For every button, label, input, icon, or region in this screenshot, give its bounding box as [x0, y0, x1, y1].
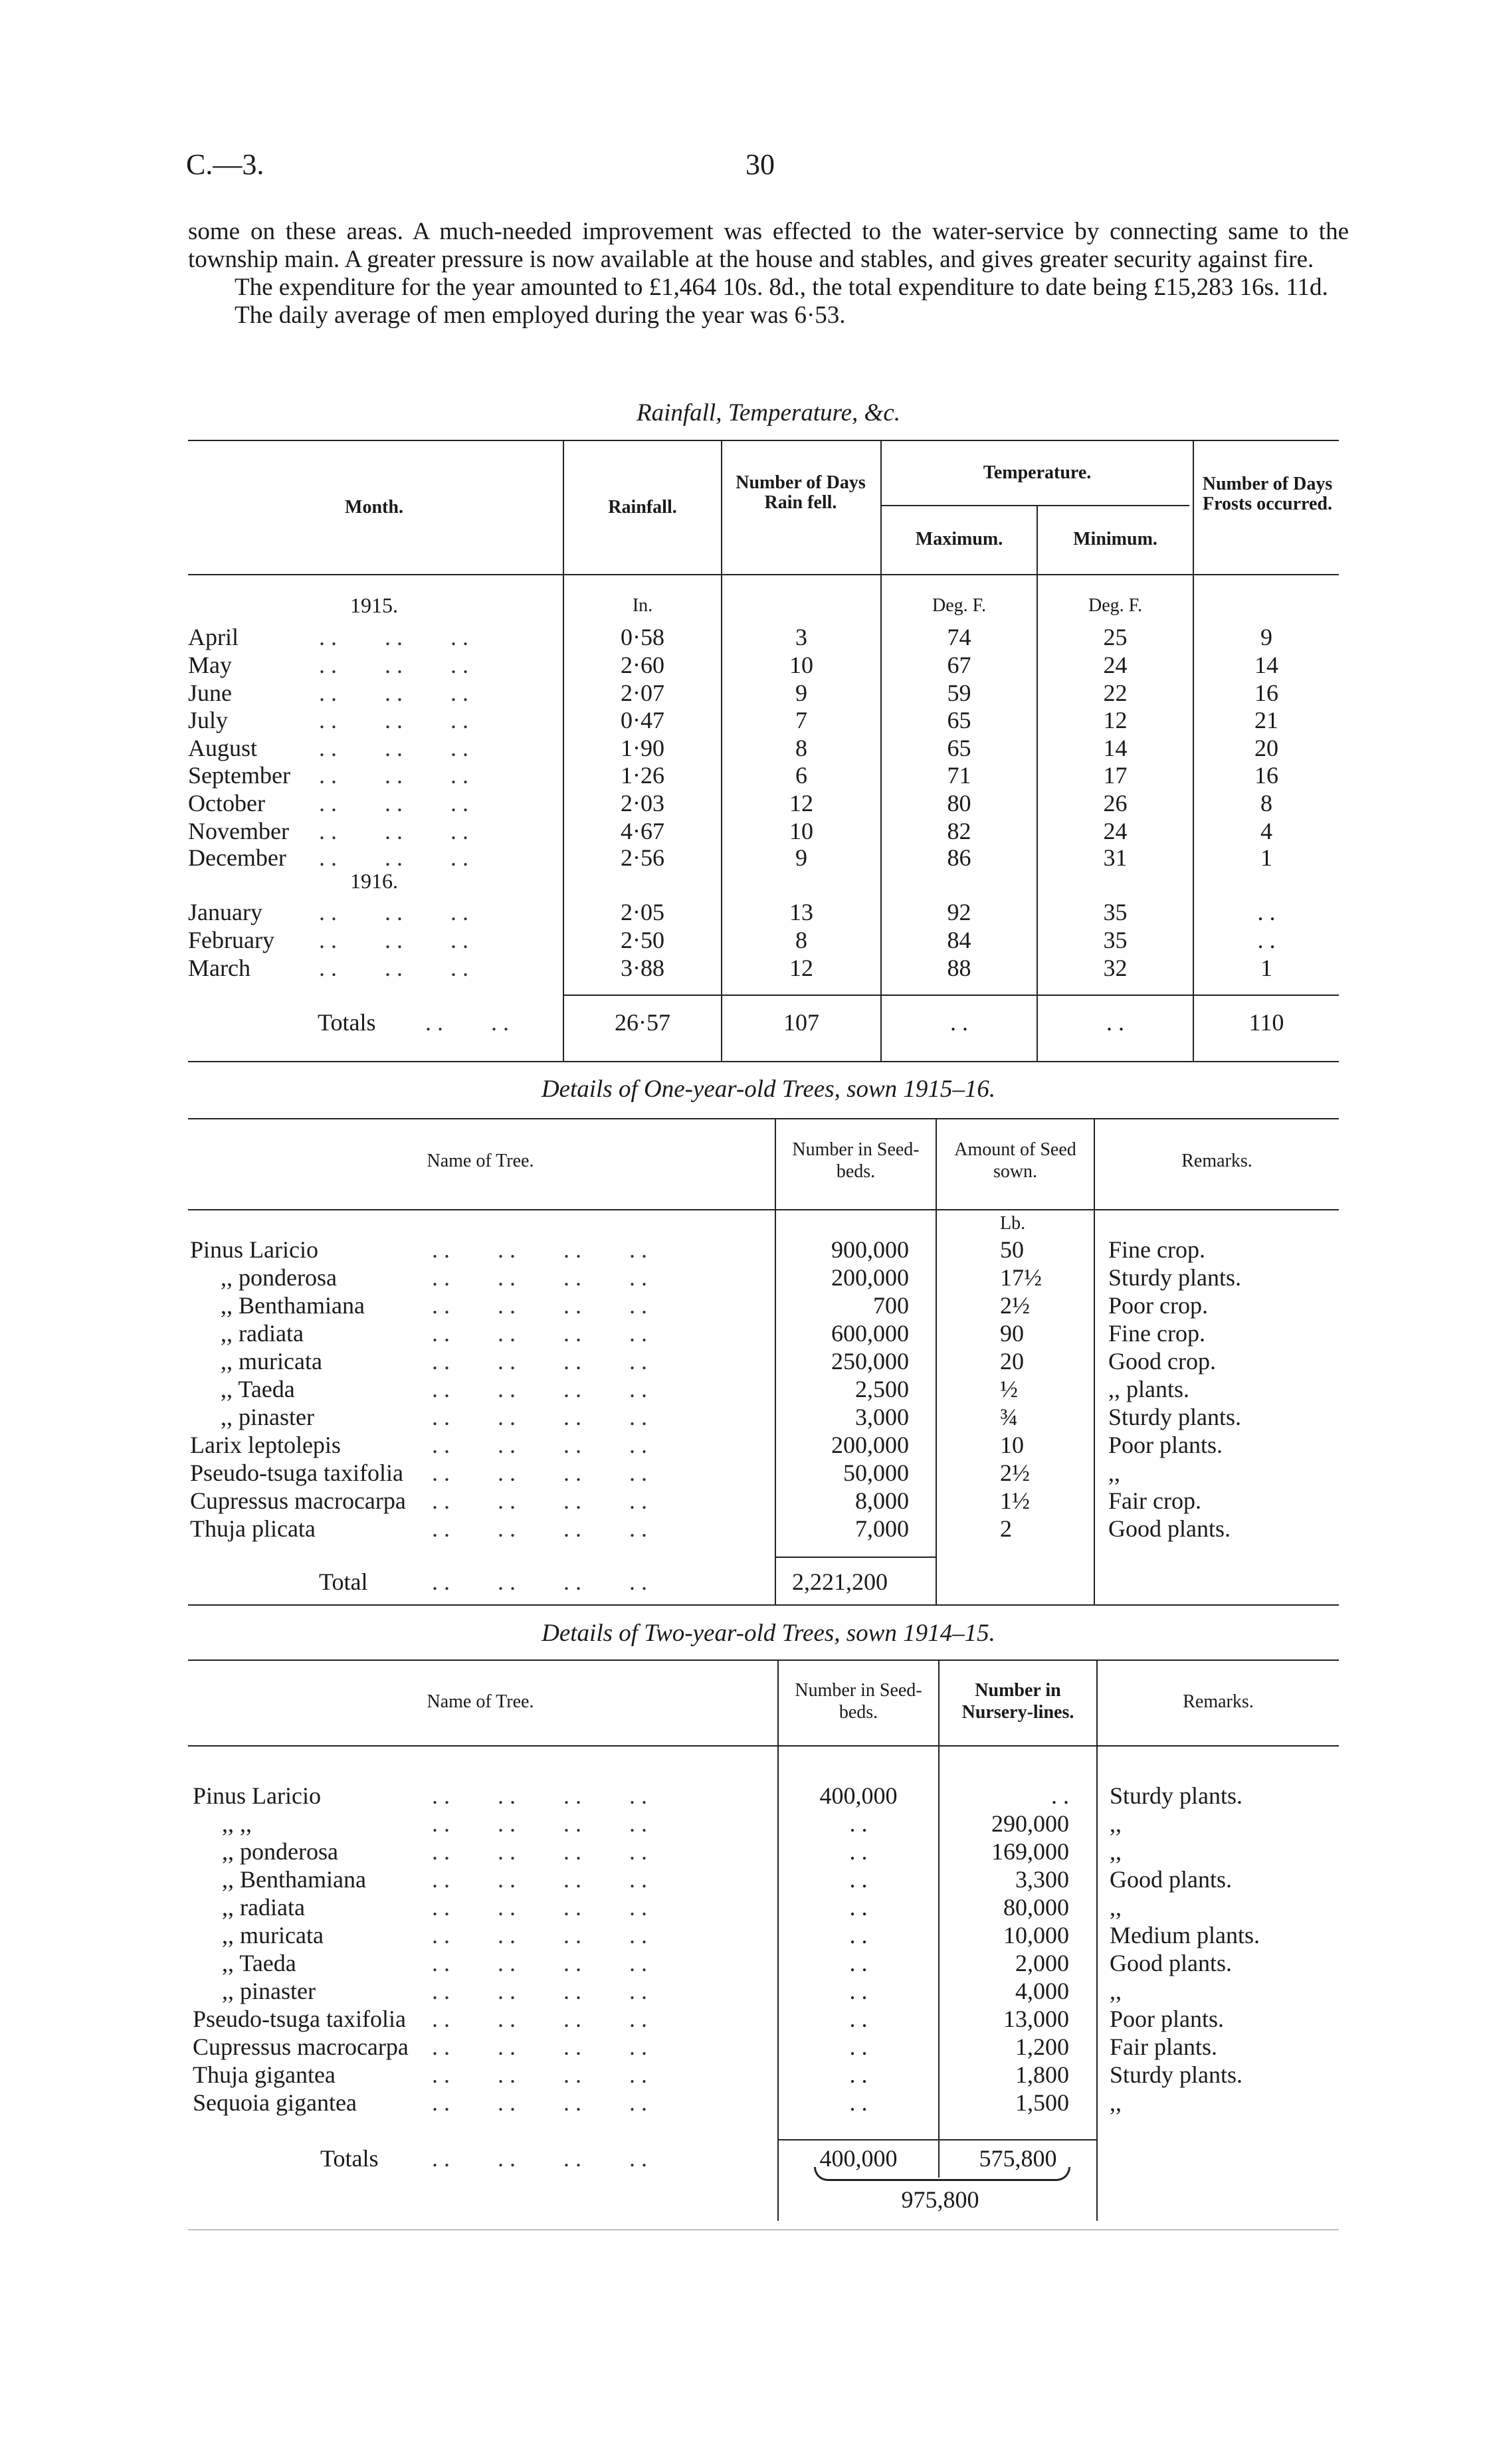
rainfall-cell: 2·05 — [621, 899, 664, 925]
remarks-cell: ,, — [1110, 2089, 1122, 2116]
remarks-cell: Fair crop. — [1108, 1487, 1201, 1514]
frost-cell: 21 — [1254, 707, 1278, 733]
rainfall-cell: 2·56 — [621, 844, 664, 871]
max-temp-cell: 74 — [947, 624, 971, 650]
leader-dots: . . . . . . — [319, 955, 468, 981]
rainfall-cell: 1·26 — [621, 762, 664, 789]
paragraph: some on these areas. A much-needed improvement was effected to the water-service by connecting same to the township main. A greater pressure is now available at the house and stables, and gives greater security against fire. — [188, 218, 1349, 273]
seedbed-number-cell: . . — [849, 1978, 868, 2004]
month-cell: February — [188, 927, 274, 953]
month-cell: January — [188, 899, 262, 925]
max-temp-cell: 92 — [947, 899, 971, 925]
seedbed-number-cell: 600,000 — [831, 1320, 909, 1347]
column-rule — [1094, 1118, 1095, 1604]
min-temp-cell: 31 — [1103, 844, 1128, 871]
rainfall-cell: 0·58 — [621, 624, 664, 650]
seedbed-number-cell: . . — [849, 1950, 868, 1976]
seedbed-number-cell: 700 — [873, 1292, 909, 1319]
min-temp-cell: 22 — [1103, 680, 1128, 706]
remarks-cell: Good crop. — [1108, 1348, 1216, 1374]
table-rule — [188, 1659, 1339, 1661]
seed-amount-cell: ¾ — [1000, 1404, 1018, 1430]
header-remarks: Remarks. — [1181, 1151, 1252, 1171]
min-temp-cell: 25 — [1103, 624, 1128, 650]
month-cell: March — [188, 955, 250, 981]
nursery-number-cell: 80,000 — [1003, 1894, 1069, 1921]
leader-dots: . . . . . . . . — [432, 1568, 647, 1595]
rainfall-cell: 2·60 — [621, 652, 664, 678]
days-cell: 7 — [795, 707, 807, 733]
month-cell: November — [188, 818, 289, 844]
max-temp-cell: 71 — [947, 762, 971, 789]
month-cell: April — [188, 624, 239, 650]
leader-dots: . . . . . . — [319, 707, 468, 733]
max-temp-cell: 84 — [947, 927, 971, 953]
leader-dots: . . . . . . . . — [432, 1348, 647, 1374]
leader-dots: . . . . . . . . — [432, 2089, 647, 2116]
month-cell: August — [188, 735, 258, 761]
leader-dots: . . . . . . . . — [432, 1460, 647, 1486]
leader-dots: . . . . . . . . — [432, 1810, 647, 1837]
remarks-cell: Good plants. — [1110, 1866, 1232, 1893]
leader-dots: . . . . . . — [319, 818, 468, 844]
seedbed-number-cell: 400,000 — [819, 1782, 898, 1809]
month-cell: July — [188, 707, 229, 733]
seedbed-number-cell: . . — [849, 2034, 868, 2060]
month-cell: May — [188, 652, 232, 678]
leader-dots: . . . . . . . . — [432, 1950, 647, 1976]
tree-name-cell: Pinus Laricio — [190, 1236, 318, 1263]
remarks-cell: Fair plants. — [1110, 2034, 1217, 2060]
seedbed-number-cell: 250,000 — [831, 1348, 909, 1374]
leader-dots: . . . . . . . . — [432, 1838, 647, 1865]
tree-name-cell: Pseudo-tsuga taxifolia — [190, 1460, 403, 1486]
tree-name-cell: ,, muricata — [221, 1348, 322, 1374]
leader-dots: . . . . . . — [319, 735, 468, 761]
seedbed-number-cell: . . — [849, 2061, 868, 2088]
leader-dots: . . . . — [425, 1009, 509, 1036]
header-temperature: Temperature. — [983, 462, 1092, 483]
seedbed-number-cell: . . — [849, 1922, 868, 1948]
nursery-number-cell: 13,000 — [1003, 2006, 1069, 2032]
totals-nursery: 575,800 — [979, 2145, 1057, 2172]
month-cell: December — [188, 844, 286, 871]
min-temp-cell: 17 — [1103, 762, 1128, 789]
remarks-cell: Medium plants. — [1110, 1922, 1260, 1948]
unit-max: Deg. F. — [932, 595, 986, 616]
remarks-cell: Poor plants. — [1110, 2006, 1225, 2032]
rainfall-caption: Rainfall, Temperature, &c. — [636, 399, 901, 426]
table-rule — [188, 1061, 1339, 1062]
table-rule — [188, 1118, 1339, 1119]
days-cell: 9 — [795, 844, 807, 871]
seedbed-number-cell: 7,000 — [855, 1515, 909, 1542]
rainfall-cell: 2·50 — [621, 927, 664, 953]
days-cell: 3 — [795, 624, 807, 650]
seed-amount-cell: 50 — [1000, 1236, 1024, 1263]
frost-cell: 14 — [1254, 652, 1278, 678]
seed-amount-cell: 20 — [1000, 1348, 1024, 1374]
header-minimum: Minimum. — [1073, 529, 1157, 549]
days-cell: 12 — [789, 790, 813, 816]
remarks-cell: Fine crop. — [1108, 1320, 1205, 1347]
combined-brace — [814, 2167, 1070, 2181]
header-number: Number in Seed-beds. — [792, 1139, 920, 1182]
leader-dots: . . . . . . . . — [432, 1866, 647, 1893]
leader-dots: . . . . . . — [319, 927, 468, 953]
frost-cell: . . — [1257, 927, 1276, 953]
seed-amount-cell: 17½ — [1000, 1264, 1042, 1291]
rainfall-cell: 1·90 — [621, 735, 664, 761]
nursery-number-cell: 3,300 — [1015, 1866, 1069, 1893]
frost-cell: 8 — [1260, 790, 1272, 816]
frost-cell: 9 — [1260, 624, 1272, 650]
nursery-number-cell: 10,000 — [1003, 1922, 1069, 1948]
table-rule — [188, 1209, 1339, 1210]
seedbed-number-cell: 200,000 — [831, 1432, 909, 1458]
table-rule — [188, 1745, 1339, 1747]
days-cell: 10 — [789, 652, 813, 678]
leader-dots: . . . . . . . . — [432, 1978, 647, 2004]
column-rule — [1096, 1659, 1098, 2221]
totals-label: Totals — [320, 2145, 379, 2172]
totals-label: Totals — [318, 1009, 376, 1036]
header-nursery: Number in Nursery-lines. — [961, 1680, 1074, 1723]
paragraph: The daily average of men employed during the year was 6·53. — [235, 302, 846, 329]
paragraph: The expenditure for the year amounted to £1,464 10s. 8d., the total expenditure to date being £15,283 16s. 11d. — [235, 274, 1328, 301]
tree-name-cell: ,, Taeda — [221, 1376, 295, 1402]
tree-name-cell: Larix leptolepis — [190, 1432, 341, 1458]
leader-dots: . . . . . . — [319, 652, 468, 678]
min-temp-cell: 14 — [1103, 735, 1128, 761]
month-cell: October — [188, 790, 265, 816]
seed-amount-cell: 2½ — [1000, 1460, 1030, 1486]
document-reference: C.—3. — [186, 148, 264, 181]
seedbed-number-cell: 8,000 — [855, 1487, 909, 1514]
min-temp-cell: 32 — [1103, 955, 1128, 981]
header-frosts: Number of Days Frosts occurred. — [1202, 474, 1333, 514]
days-cell: 10 — [789, 818, 813, 844]
seedbed-number-cell: 3,000 — [855, 1404, 909, 1430]
leader-dots: . . . . . . — [319, 899, 468, 925]
nursery-number-cell: 290,000 — [991, 1810, 1069, 1837]
seedbed-number-cell: . . — [849, 1810, 868, 1837]
leader-dots: . . . . . . . . — [432, 2061, 647, 2088]
page-number: 30 — [746, 148, 775, 181]
max-temp-cell: 65 — [947, 707, 971, 733]
table-rule — [777, 2139, 1096, 2140]
remarks-cell: ,, — [1110, 1810, 1122, 1837]
tree-name-cell: ,, Benthamiana — [222, 1866, 366, 1893]
total-label: Total — [319, 1568, 368, 1595]
frost-cell: 4 — [1260, 818, 1272, 844]
table-rule — [188, 1604, 1339, 1606]
seedbed-number-cell: 200,000 — [831, 1264, 909, 1291]
remarks-cell: ,, — [1110, 1978, 1122, 2004]
leader-dots: . . . . . . . . — [432, 1404, 647, 1430]
days-cell: 8 — [795, 927, 807, 953]
table-rule — [775, 1557, 936, 1558]
rainfall-cell: 2·03 — [621, 790, 664, 816]
unit-min: Deg. F. — [1088, 595, 1142, 616]
rainfall-cell: 0·47 — [621, 707, 664, 733]
tree-name-cell: ,, Taeda — [222, 1950, 296, 1976]
table-rule — [563, 995, 1339, 996]
unit-lb: Lb. — [1000, 1213, 1026, 1234]
seedbed-number-cell: . . — [849, 2089, 868, 2116]
leader-dots: . . . . . . . . — [432, 1487, 647, 1514]
seed-amount-cell: 2½ — [1000, 1292, 1030, 1319]
frost-cell: 16 — [1254, 680, 1278, 706]
leader-dots: . . . . . . . . — [432, 1292, 647, 1319]
min-temp-cell: 12 — [1103, 707, 1128, 733]
table-rule — [188, 574, 1339, 575]
leader-dots: . . . . . . — [319, 762, 468, 789]
remarks-cell: Good plants. — [1110, 1950, 1232, 1976]
tree-name-cell: Cupressus macrocarpa — [190, 1487, 406, 1514]
max-temp-cell: 82 — [947, 818, 971, 844]
days-cell: 6 — [795, 762, 807, 789]
remarks-cell: Poor plants. — [1108, 1432, 1223, 1458]
leader-dots: . . . . . . . . — [432, 1515, 647, 1542]
seed-amount-cell: 1½ — [1000, 1487, 1030, 1514]
rainfall-cell: 2·07 — [621, 680, 664, 706]
seed-amount-cell: 10 — [1000, 1432, 1024, 1458]
tree-name-cell: ,, ponderosa — [222, 1838, 338, 1865]
tree-name-cell: Thuja gigantea — [193, 2061, 336, 2088]
header-seedbeds: Number in Seed-beds. — [795, 1680, 922, 1723]
unit-rainfall: In. — [632, 595, 653, 616]
seed-amount-cell: 2 — [1000, 1515, 1012, 1542]
rainfall-cell: 4·67 — [621, 818, 664, 844]
table-rule — [882, 505, 1189, 506]
nursery-number-cell: 1,800 — [1015, 2061, 1069, 2088]
remarks-cell: ,, — [1110, 1894, 1122, 1921]
two-year-caption: Details of Two-year-old Trees, sown 1914–15. — [542, 1620, 995, 1647]
nursery-number-cell: 169,000 — [991, 1838, 1069, 1865]
totals-rainfall: 26·57 — [615, 1009, 670, 1036]
header-days-rain: Number of Days Rain fell. — [736, 472, 866, 513]
totals-min: . . — [1106, 1009, 1124, 1036]
body-text — [188, 218, 1349, 330]
tree-name-cell: ,, pinaster — [222, 1978, 316, 2004]
leader-dots: . . . . . . . . — [432, 1894, 647, 1921]
total-number: 2,221,200 — [792, 1568, 888, 1595]
remarks-cell: ,, — [1108, 1460, 1120, 1486]
seedbed-number-cell: . . — [849, 1838, 868, 1865]
remarks-cell: Good plants. — [1108, 1515, 1231, 1542]
max-temp-cell: 67 — [947, 652, 971, 678]
min-temp-cell: 26 — [1103, 790, 1128, 816]
remarks-cell: Poor crop. — [1108, 1292, 1208, 1319]
leader-dots: . . . . . . . . — [432, 1922, 647, 1948]
header-rainfall: Rainfall. — [608, 497, 677, 518]
tree-name-cell: ,, ,, — [222, 1810, 252, 1837]
header-month: Month. — [345, 497, 403, 518]
year-label: 1915. — [350, 593, 398, 617]
leader-dots: . . . . . . . . — [432, 2034, 647, 2060]
totals-combined: 975,800 — [901, 2186, 979, 2213]
tree-name-cell: Cupressus macrocarpa — [193, 2034, 409, 2060]
seedbed-number-cell: 900,000 — [831, 1236, 909, 1263]
seedbed-number-cell: . . — [849, 1894, 868, 1921]
days-cell: 8 — [795, 735, 807, 761]
leader-dots: . . . . . . . . — [432, 1264, 647, 1291]
table-rule — [188, 2229, 1339, 2230]
leader-dots: . . . . . . . . — [432, 1236, 647, 1263]
nursery-number-cell: 2,000 — [1015, 1950, 1069, 1976]
seedbed-number-cell: 50,000 — [843, 1460, 909, 1486]
remarks-cell: Sturdy plants. — [1110, 2061, 1243, 2088]
days-cell: 9 — [795, 680, 807, 706]
frost-cell: 16 — [1254, 762, 1278, 789]
remarks-cell: Fine crop. — [1108, 1236, 1205, 1263]
max-temp-cell: 88 — [947, 955, 971, 981]
seed-amount-cell: ½ — [1000, 1376, 1018, 1402]
tree-name-cell: Sequoia gigantea — [193, 2089, 357, 2116]
nursery-number-cell: 1,200 — [1015, 2034, 1069, 2060]
leader-dots: . . . . . . . . — [432, 1376, 647, 1402]
max-temp-cell: 59 — [947, 680, 971, 706]
column-rule — [936, 1118, 937, 1604]
nursery-number-cell: 4,000 — [1015, 1978, 1069, 2004]
header-amount: Amount of Seed sown. — [954, 1139, 1076, 1182]
header-name: Name of Tree. — [427, 1691, 534, 1712]
seedbed-number-cell: 2,500 — [855, 1376, 909, 1402]
max-temp-cell: 65 — [947, 735, 971, 761]
tree-name-cell: ,, Benthamiana — [221, 1292, 365, 1319]
nursery-number-cell: . . — [1051, 1782, 1069, 1809]
min-temp-cell: 35 — [1103, 927, 1128, 953]
remarks-cell: Sturdy plants. — [1108, 1264, 1242, 1291]
min-temp-cell: 35 — [1103, 899, 1128, 925]
tree-name-cell: ,, pinaster — [221, 1404, 314, 1430]
totals-frost: 110 — [1248, 1009, 1284, 1036]
year-label: 1916. — [350, 869, 398, 893]
max-temp-cell: 86 — [947, 844, 971, 871]
frost-cell: 1 — [1260, 955, 1272, 981]
header-name: Name of Tree. — [427, 1151, 534, 1171]
rainfall-cell: 3·88 — [621, 955, 664, 981]
seed-amount-cell: 90 — [1000, 1320, 1024, 1347]
leader-dots: . . . . . . . . — [432, 1320, 647, 1347]
min-temp-cell: 24 — [1103, 652, 1128, 678]
tree-name-cell: ,, radiata — [221, 1320, 304, 1347]
leader-dots: . . . . . . . . — [432, 2145, 647, 2172]
days-cell: 12 — [789, 955, 813, 981]
tree-name-cell: ,, radiata — [222, 1894, 305, 1921]
seedbed-number-cell: . . — [849, 2006, 868, 2032]
header-maximum: Maximum. — [915, 529, 1003, 549]
frost-cell: . . — [1257, 899, 1276, 925]
leader-dots: . . . . . . — [319, 844, 468, 871]
tree-name-cell: ,, ponderosa — [221, 1264, 337, 1291]
tree-name-cell: Pseudo-tsuga taxifolia — [193, 2006, 406, 2032]
leader-dots: . . . . . . . . — [432, 1432, 647, 1458]
tree-name-cell: Thuja plicata — [190, 1515, 316, 1542]
leader-dots: . . . . . . — [319, 624, 468, 650]
month-cell: June — [188, 680, 232, 706]
tree-name-cell: ,, muricata — [222, 1922, 324, 1948]
max-temp-cell: 80 — [947, 790, 971, 816]
frost-cell: 1 — [1260, 844, 1272, 871]
leader-dots: . . . . . . — [319, 680, 468, 706]
totals-seedbeds: 400,000 — [819, 2145, 898, 2172]
totals-max: . . — [950, 1009, 968, 1036]
nursery-number-cell: 1,500 — [1015, 2089, 1069, 2116]
remarks-cell: Sturdy plants. — [1108, 1404, 1242, 1430]
tree-name-cell: Pinus Laricio — [193, 1782, 321, 1809]
remarks-cell: Sturdy plants. — [1110, 1782, 1243, 1809]
totals-days: 107 — [783, 1009, 819, 1036]
seedbed-number-cell: . . — [849, 1866, 868, 1893]
table-rule — [188, 440, 1339, 441]
frost-cell: 20 — [1254, 735, 1278, 761]
leader-dots: . . . . . . — [319, 790, 468, 816]
remarks-cell: ,, plants. — [1108, 1376, 1189, 1402]
one-year-caption: Details of One-year-old Trees, sown 1915–16. — [541, 1076, 996, 1103]
leader-dots: . . . . . . . . — [432, 1782, 647, 1809]
header-remarks: Remarks. — [1183, 1691, 1254, 1712]
remarks-cell: ,, — [1110, 1838, 1122, 1865]
days-cell: 13 — [789, 899, 813, 925]
month-cell: September — [188, 762, 290, 789]
min-temp-cell: 24 — [1103, 818, 1128, 844]
leader-dots: . . . . . . . . — [432, 2006, 647, 2032]
